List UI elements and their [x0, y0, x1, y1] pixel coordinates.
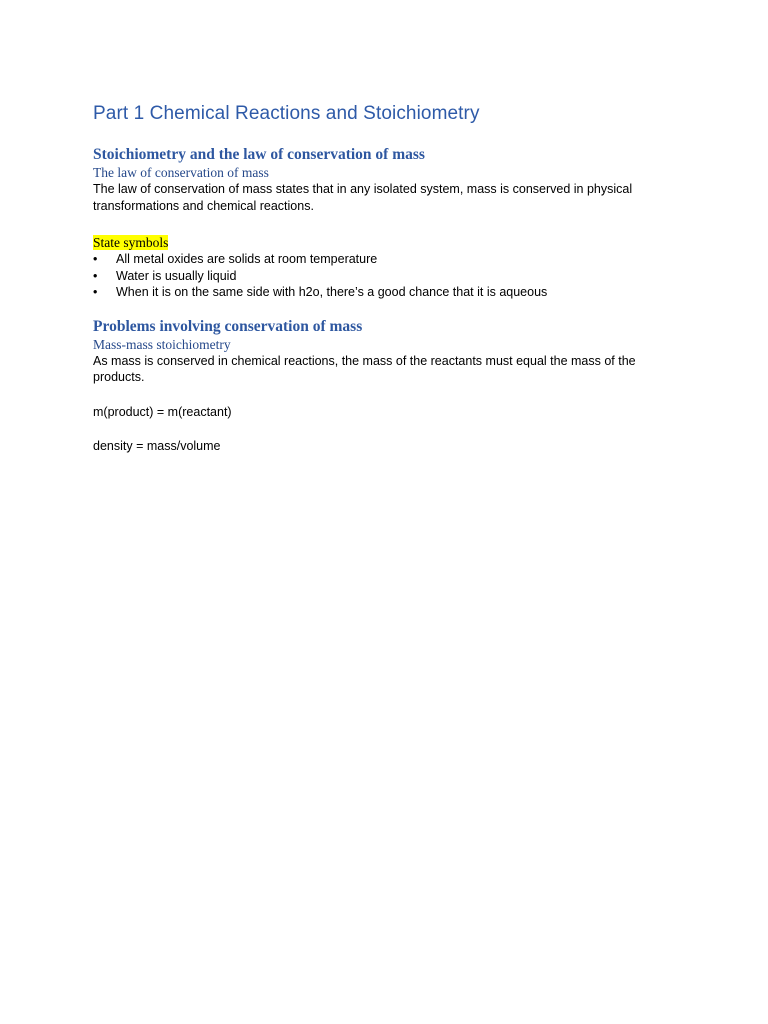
formula-density: density = mass/volume	[93, 439, 221, 453]
formula-mass-equality: m(product) = m(reactant)	[93, 404, 232, 419]
state-symbols-list	[93, 251, 663, 301]
page-title: Part 1 Chemical Reactions and Stoichiometry	[93, 103, 480, 124]
spacer	[93, 214, 663, 234]
list-item-text: When it is on the same side with h2o, there’s a good chance that it is aqueous	[116, 285, 548, 299]
list-item	[93, 284, 663, 301]
list-item-text: Water is usually liquid	[116, 268, 237, 283]
subheading-mass-mass: Mass-mass stoichiometry	[93, 336, 231, 352]
paragraph-law-definition: The law of conservation of mass states that in any isolated system, mass is conserved in physical transformations and chemical reactions.	[93, 182, 633, 213]
spacer	[93, 301, 663, 318]
section-heading-stoichiometry: Stoichiometry and the law of conservation of mass	[93, 146, 425, 163]
list-item	[93, 268, 663, 285]
subheading-law-of-conservation: The law of conservation of mass	[93, 165, 269, 180]
document-body	[93, 100, 663, 455]
list-item-text: All metal oxides are solids at room temperature	[116, 252, 378, 266]
section-heading-problems: Problems involving conservation of mass	[93, 317, 363, 335]
paragraph-mass-conserved: As mass is conserved in chemical reactions, the mass of the reactants must equal the mass of the products.	[93, 353, 636, 384]
spacer	[93, 420, 663, 438]
bullet-icon: •	[93, 268, 98, 283]
bullet-icon: •	[93, 252, 98, 266]
list-item	[93, 251, 663, 268]
bullet-icon: •	[93, 285, 98, 299]
state-symbols-label: State symbols	[93, 235, 169, 250]
spacer	[93, 386, 663, 404]
state-symbols-label-line	[93, 234, 663, 251]
